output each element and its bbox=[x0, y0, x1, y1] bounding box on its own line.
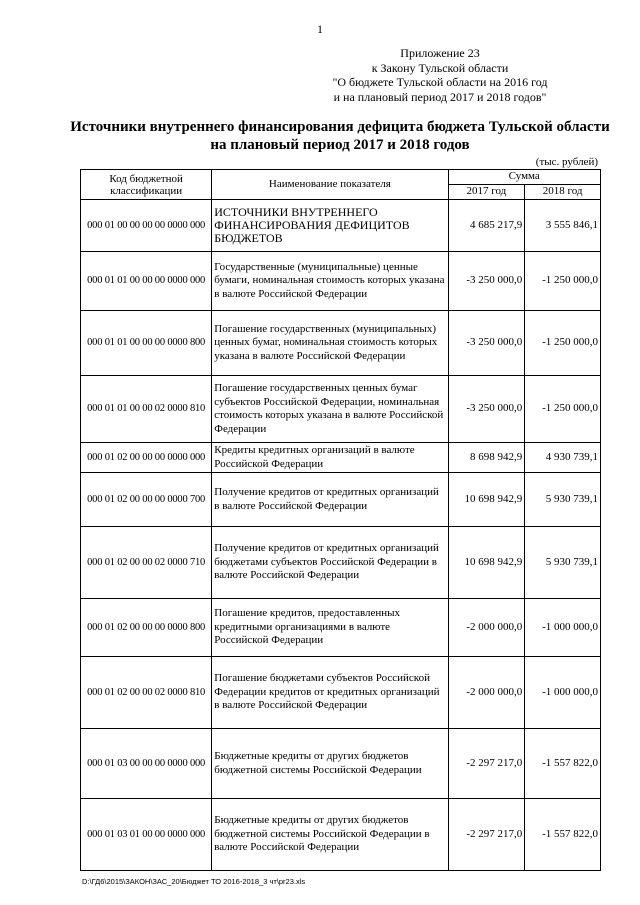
row-code: 000 01 02 00 00 02 0000 810 bbox=[81, 657, 212, 729]
row-name: Погашение кредитов, предоставленных кредитными организациями в валюте Российской Федерации bbox=[212, 599, 448, 657]
row-value-2017: 4 685 217,9 bbox=[448, 200, 525, 252]
row-code: 000 01 02 00 00 00 0000 700 bbox=[81, 473, 212, 527]
row-code: 000 01 02 00 00 00 0000 000 bbox=[81, 443, 212, 473]
row-value-2017: -2 297 217,0 bbox=[448, 799, 525, 871]
header-2018: 2018 год bbox=[525, 185, 601, 200]
table-row bbox=[81, 729, 601, 799]
table-row bbox=[81, 311, 601, 376]
row-value-2018: 5 930 739,1 bbox=[525, 473, 601, 527]
header-name: Наименование показателя bbox=[212, 170, 448, 200]
appendix-block bbox=[300, 46, 580, 104]
row-value-2017: -3 250 000,0 bbox=[448, 376, 525, 443]
table-row bbox=[81, 527, 601, 599]
table-row bbox=[81, 252, 601, 311]
row-value-2017: -2 000 000,0 bbox=[448, 657, 525, 729]
row-value-2017: -3 250 000,0 bbox=[448, 252, 525, 311]
row-name: Погашение государственных (муниципальных) ценных бумаг, номинальная стоимость которых указана в валюте Российской Федерации bbox=[212, 311, 448, 376]
row-value-2017: -2 000 000,0 bbox=[448, 599, 525, 657]
appendix-line-3: "О бюджете Тульской области на 2016 год bbox=[332, 75, 548, 89]
row-value-2018: -1 557 822,0 bbox=[525, 729, 601, 799]
file-path-footer: D:\ГД6\2015\ЗАКОН\ЗАС_20\Бюджет ТО 2016-2018_3 чт\pr23.xls bbox=[82, 877, 306, 886]
table-row bbox=[81, 376, 601, 443]
row-code: 000 01 01 00 00 00 0000 000 bbox=[81, 252, 212, 311]
table-row bbox=[81, 473, 601, 527]
row-value-2018: -1 000 000,0 bbox=[525, 599, 601, 657]
row-name: Получение кредитов от кредитных организаций бюджетами субъектов Российской Федерации в валюте Российской Федерации bbox=[212, 527, 448, 599]
row-value-2018: -1 250 000,0 bbox=[525, 252, 601, 311]
document-title bbox=[60, 118, 620, 154]
table-row bbox=[81, 599, 601, 657]
row-value-2018: -1 250 000,0 bbox=[525, 376, 601, 443]
table-row bbox=[81, 200, 601, 252]
row-value-2018: 3 555 846,1 bbox=[525, 200, 601, 252]
row-code: 000 01 01 00 00 00 0000 800 bbox=[81, 311, 212, 376]
row-name: Погашение бюджетами субъектов Российской Федерации кредитов от кредитных организаций в валюте Российской Федерации bbox=[212, 657, 448, 729]
row-code: 000 01 02 00 00 02 0000 710 bbox=[81, 527, 212, 599]
row-value-2017: 10 698 942,9 bbox=[448, 473, 525, 527]
row-code: 000 01 01 00 00 02 0000 810 bbox=[81, 376, 212, 443]
row-value-2017: -3 250 000,0 bbox=[448, 311, 525, 376]
row-value-2018: -1 250 000,0 bbox=[525, 311, 601, 376]
budget-sources-table bbox=[80, 169, 601, 871]
row-name: Погашение государственных ценных бумаг субъектов Российской Федерации, номинальная стоимость которых указана в валюте Российской Федерации bbox=[212, 376, 448, 443]
appendix-line-2: к Закону Тульской области bbox=[371, 60, 509, 75]
units-label: (тыс. рублей) bbox=[535, 156, 598, 168]
row-value-2018: -1 557 822,0 bbox=[525, 799, 601, 871]
table-row bbox=[81, 443, 601, 473]
header-code: Код бюджетной классификации bbox=[81, 170, 212, 200]
row-code: 000 01 03 01 00 00 0000 000 bbox=[81, 799, 212, 871]
table-row bbox=[81, 799, 601, 871]
row-name: Государственные (муниципальные) ценные бумаги, номинальная стоимость которых указана в валюте Российской Федерации bbox=[212, 252, 448, 311]
row-name: ИСТОЧНИКИ ВНУТРЕННЕГО ФИНАНСИРОВАНИЯ ДЕФИЦИТОВ БЮДЖЕТОВ bbox=[212, 200, 448, 252]
row-value-2017: 10 698 942,9 bbox=[448, 527, 525, 599]
row-value-2017: 8 698 942,9 bbox=[448, 443, 525, 473]
appendix-line-1: Приложение 23 bbox=[400, 46, 480, 60]
header-2017: 2017 год bbox=[448, 185, 525, 200]
row-value-2018: -1 000 000,0 bbox=[525, 657, 601, 729]
table-row bbox=[81, 657, 601, 729]
title-line-2: на плановый период 2017 и 2018 годов bbox=[210, 137, 470, 153]
row-value-2018: 5 930 739,1 bbox=[525, 527, 601, 599]
row-name: Кредиты кредитных организаций в валюте Российской Федерации bbox=[212, 443, 448, 473]
row-code: 000 01 00 00 00 00 0000 000 bbox=[81, 200, 212, 252]
header-sum: Сумма bbox=[448, 170, 600, 185]
appendix-line-4: и на плановый период 2017 и 2018 годов" bbox=[333, 89, 547, 104]
row-value-2018: 4 930 739,1 bbox=[525, 443, 601, 473]
page-number: 1 bbox=[317, 22, 323, 36]
row-name: Бюджетные кредиты от других бюджетов бюджетной системы Российской Федерации bbox=[212, 729, 448, 799]
row-code: 000 01 02 00 00 00 0000 800 bbox=[81, 599, 212, 657]
row-value-2017: -2 297 217,0 bbox=[448, 729, 525, 799]
title-line-1: Источники внутреннего финансирования дефицита бюджета Тульской области bbox=[70, 119, 610, 135]
row-code: 000 01 03 00 00 00 0000 000 bbox=[81, 729, 212, 799]
row-name: Получение кредитов от кредитных организаций в валюте Российской Федерации bbox=[212, 473, 448, 527]
row-name: Бюджетные кредиты от других бюджетов бюджетной системы Российской Федерации в валюте Российской Федерации bbox=[212, 799, 448, 871]
